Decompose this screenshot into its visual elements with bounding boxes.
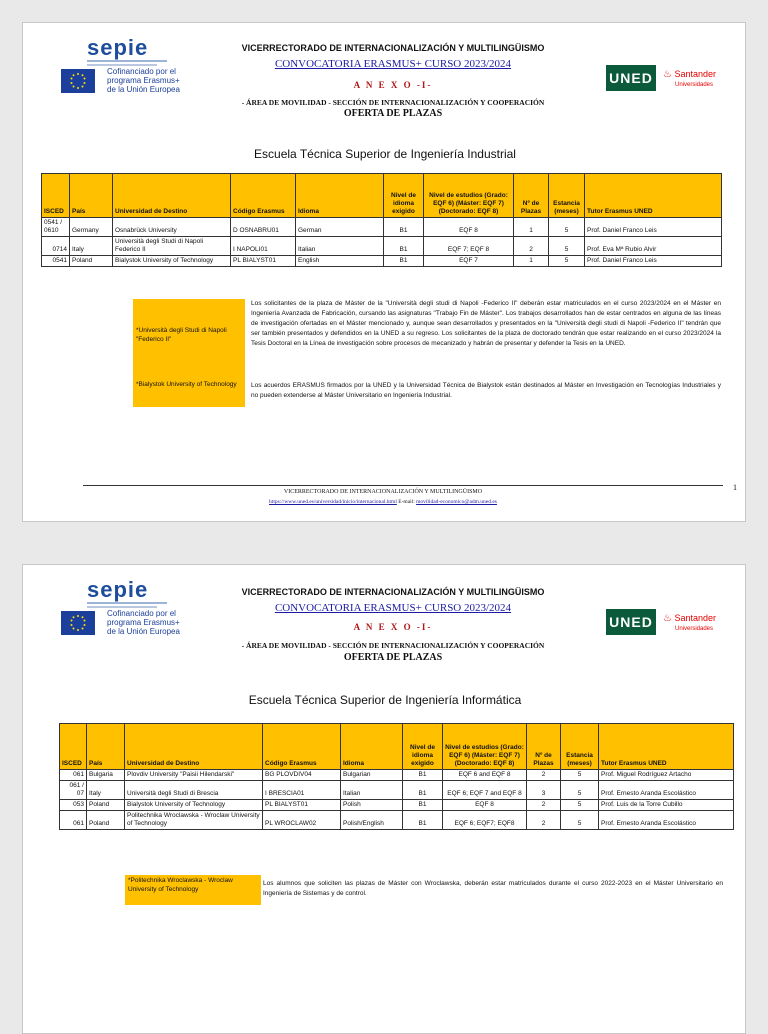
plazas-table [41, 173, 722, 267]
column-header: Nivel de idioma exigido [403, 724, 443, 770]
vicerrectorado-title: VICERRECTORADO DE INTERNACIONALIZACIÓN Y MULTILINGÜISMO [241, 587, 545, 597]
note-text-napoli: Los solicitantes de la plaza de Máster de la "Università degli studi di Napoli -Federico II" deberán estar matriculados en el curso 2023/2024 en el Máster en Ingeniería Avanzada de Fabricación, cursando las asignaturas "Trabajo Fin de Máster". Los trabajos desarrollados han de estar centrados en alguna de las líneas de investigación ofertadas en el Máster mencionado y, aunque sean desarrollados y presentados en la "Università degli studi di Napoli -Federico II" tendrán que ser también presentados y defendidos en la UNED a su regreso. Los solicitantes de la plaza de doctorado tendrán que estar realizando en el curso 2023/2024 la Tesis Doctoral en la Línea de investigación sobre procesos de mecanizado y habrán de presentar y defender la Tesis en la UNED. [251, 300, 721, 347]
cell-idioma: English [296, 256, 384, 267]
column-header: Universidad de Destino [125, 724, 263, 770]
cell-tutor: Prof. Luis de la Torre Cubillo [599, 800, 734, 811]
cell-pais: Poland [87, 800, 125, 811]
cell-estancia: 5 [561, 770, 599, 781]
sepie-logo [61, 577, 201, 647]
santander-wordmark: Santander [674, 69, 717, 79]
cell-estudios: EQF 7; EQF 8 [424, 237, 514, 256]
santander-flame-icon: ♨ [663, 69, 672, 80]
footer-url-link[interactable]: https://www.uned.es/universidad/inicio/internacional.html [269, 499, 397, 505]
santander-subtext: Universidades [675, 626, 714, 632]
santander-logo [663, 69, 716, 90]
eu-text-line: Cofinanciado por el [107, 609, 176, 618]
cell-plazas: 2 [514, 237, 549, 256]
cell-nivel: B1 [403, 770, 443, 781]
note-label-wroclaw: *Politechnika Wroclawska - Wroclaw University of Technology [125, 875, 261, 905]
cell-estancia: 5 [561, 781, 599, 800]
eu-text-line: Cofinanciado por el [107, 67, 176, 76]
sepie-subline [87, 606, 157, 608]
santander-wordmark: Santander [674, 613, 717, 623]
footer-contact [183, 499, 583, 505]
cell-plazas: 1 [514, 256, 549, 267]
cell-plazas: 2 [527, 811, 561, 830]
cell-tutor: Prof. Eva Mª Rubio Alvir [585, 237, 722, 256]
cell-nivel: B1 [384, 237, 424, 256]
column-header: Nº de Plazas [514, 174, 549, 218]
cell-codigo: PL WROCLAW02 [263, 811, 341, 830]
column-header: Nivel de idioma exigido [384, 174, 424, 218]
cell-codigo: PL BIALYST01 [231, 256, 296, 267]
column-header: Idioma [341, 724, 403, 770]
table-row [60, 770, 734, 781]
cell-plazas: 2 [527, 800, 561, 811]
cell-estudios: EQF 8 [443, 800, 527, 811]
cell-pais: Italy [87, 781, 125, 800]
cell-tutor: Prof. Daniel Franco Leis [585, 218, 722, 237]
column-header: Idioma [296, 174, 384, 218]
plazas-table [59, 723, 734, 830]
note-label-napoli: *Università degli Studi di Napoli "Federico II" [133, 299, 245, 397]
cell-codigo: I NAPOLI01 [231, 237, 296, 256]
cell-pais: Italy [70, 237, 113, 256]
cell-tutor: Prof. Miguel Rodríguez Artacho [599, 770, 734, 781]
eu-flag-icon [61, 611, 95, 635]
cell-nivel: B1 [403, 781, 443, 800]
cell-pais: Germany [70, 218, 113, 237]
cell-nivel: B1 [384, 218, 424, 237]
cell-isced: 0541 / 0610 [42, 218, 70, 237]
cell-idioma: Italian [341, 781, 403, 800]
santander-logo [663, 613, 716, 634]
school-title: Escuela Técnica Superior de Ingeniería Industrial [254, 147, 516, 161]
column-header: Tutor Erasmus UNED [585, 174, 722, 218]
uned-logo: UNED [606, 65, 656, 91]
cell-codigo: D OSNABRU01 [231, 218, 296, 237]
cell-nivel: B1 [384, 256, 424, 267]
cell-idioma: Bulgarian [341, 770, 403, 781]
table-row [42, 237, 722, 256]
sepie-subline [87, 64, 157, 66]
cell-plazas: 1 [514, 218, 549, 237]
column-header: ISCED [60, 724, 87, 770]
cell-isced: 061 [60, 770, 87, 781]
cell-idioma: Polish/English [341, 811, 403, 830]
table-header-row [60, 724, 734, 770]
cell-isced: 053 [60, 800, 87, 811]
document-page-2 [22, 564, 746, 1034]
cell-isced: 061 [60, 811, 87, 830]
cell-idioma: Italian [296, 237, 384, 256]
cell-estancia: 5 [561, 811, 599, 830]
footer-email-link[interactable]: movilidad-economico@adm.uned.es [416, 499, 497, 505]
school-title: Escuela Técnica Superior de Ingeniería Informática [248, 693, 522, 707]
cell-estudios: EQF 6 and EQF 8 [443, 770, 527, 781]
cell-isced: 061 / 07 [60, 781, 87, 800]
vicerrectorado-title: VICERRECTORADO DE INTERNACIONALIZACIÓN Y MULTILINGÜISMO [241, 43, 545, 53]
column-header: ISCED [42, 174, 70, 218]
cell-idioma: German [296, 218, 384, 237]
cell-universidad: Plovdiv University "Paisii Hilendarski" [125, 770, 263, 781]
santander-flame-icon: ♨ [663, 613, 672, 624]
cell-tutor: Prof. Ernesto Aranda Escolástico [599, 781, 734, 800]
cell-nivel: B1 [403, 811, 443, 830]
footer-title: VICERRECTORADO DE INTERNACIONALIZACIÓN Y MULTILINGÜISMO [283, 489, 483, 495]
column-header: Código Erasmus [231, 174, 296, 218]
table-header-row [42, 174, 722, 218]
note-text-wroclaw: Los alumnos que soliciten las plazas de Máster con Wroclawska, deberán estar matriculados durante el curso 2022-2023 en el Máster Universitario en Ingeniería de Sistemas y de control. [263, 880, 723, 897]
cell-universidad: Bialystok University of Technology [113, 256, 231, 267]
oferta-title: OFERTA DE PLAZAS [343, 652, 443, 663]
column-header: Código Erasmus [263, 724, 341, 770]
anexo-title: A N E X O -I- [353, 622, 433, 632]
cell-isced: 0541 [42, 256, 70, 267]
area-subtitle: - ÁREA DE MOVILIDAD - SECCIÓN DE INTERNACIONALIZACIÓN Y COOPERACIÓN [241, 641, 545, 650]
footer-divider [83, 485, 723, 486]
cell-estancia: 5 [549, 256, 585, 267]
table-row [60, 781, 734, 800]
cell-isced: 0714 [42, 237, 70, 256]
eu-text-line: programa Erasmus+ [107, 618, 180, 627]
cell-pais: Bulgaria [87, 770, 125, 781]
cell-universidad: Osnabrück University [113, 218, 231, 237]
eu-cofinance-text [107, 67, 180, 94]
cell-universidad: Politechnika Wroclawska - Wroclaw University of Technology [125, 811, 263, 830]
eu-cofinance-text [107, 609, 180, 636]
sepie-subline [87, 60, 167, 62]
column-header: Estancia (meses) [561, 724, 599, 770]
cell-nivel: B1 [403, 800, 443, 811]
cell-universidad: Bialystok University of Technology [125, 800, 263, 811]
column-header: País [87, 724, 125, 770]
sepie-logo [61, 35, 201, 105]
convocatoria-title[interactable]: CONVOCATORIA ERASMUS+ CURSO 2023/2024 [274, 602, 512, 614]
page-number: 1 [733, 483, 737, 492]
eu-text-line: de la Unión Europea [107, 85, 180, 94]
sepie-wordmark: sepie [87, 35, 149, 60]
table-row [42, 218, 722, 237]
eu-text-line: programa Erasmus+ [107, 76, 180, 85]
column-header: Universidad de Destino [113, 174, 231, 218]
cell-estudios: EQF 6; EQF 7 and EQF 8 [443, 781, 527, 800]
sepie-wordmark: sepie [87, 577, 149, 602]
cell-estudios: EQF 6; EQF7; EQF8 [443, 811, 527, 830]
uned-logo: UNED [606, 609, 656, 635]
cell-plazas: 2 [527, 770, 561, 781]
cell-estancia: 5 [549, 237, 585, 256]
table-row [60, 811, 734, 830]
column-header: Estancia (meses) [549, 174, 585, 218]
table-row [60, 800, 734, 811]
cell-estancia: 5 [549, 218, 585, 237]
cell-estudios: EQF 8 [424, 218, 514, 237]
cell-universidad: Università degli Studi di Brescia [125, 781, 263, 800]
oferta-title: OFERTA DE PLAZAS [343, 108, 443, 119]
cell-codigo: PL BIALYST01 [263, 800, 341, 811]
cell-codigo: BG PLOVDIV04 [263, 770, 341, 781]
cell-tutor: Prof. Ernesto Aranda Escolástico [599, 811, 734, 830]
footer-email-label: E-mail: [396, 499, 417, 505]
cell-plazas: 3 [527, 781, 561, 800]
santander-subtext: Universidades [675, 82, 714, 88]
column-header: Nivel de estudios (Grado: EQF 6) (Máster: EQF 7) (Doctorado: EQF 8) [424, 174, 514, 218]
eu-text-line: de la Unión Europea [107, 627, 180, 636]
cell-pais: Poland [87, 811, 125, 830]
column-header: Nivel de estudios (Grado: EQF 6) (Máster: EQF 7) (Doctorado: EQF 8) [443, 724, 527, 770]
cell-idioma: Polish [341, 800, 403, 811]
column-header: Nº de Plazas [527, 724, 561, 770]
column-header: Tutor Erasmus UNED [599, 724, 734, 770]
area-subtitle: - ÁREA DE MOVILIDAD - SECCIÓN DE INTERNACIONALIZACIÓN Y COOPERACIÓN [241, 98, 545, 107]
anexo-title: A N E X O -I- [353, 80, 433, 90]
note-label-bialystok: *Bialystok University of Technology [133, 379, 245, 407]
convocatoria-title[interactable]: CONVOCATORIA ERASMUS+ CURSO 2023/2024 [274, 58, 512, 70]
cell-estancia: 5 [561, 800, 599, 811]
cell-pais: Poland [70, 256, 113, 267]
cell-codigo: I BRESCIA01 [263, 781, 341, 800]
cell-estudios: EQF 7 [424, 256, 514, 267]
document-page-1 [22, 22, 746, 522]
eu-flag-icon [61, 69, 95, 93]
cell-tutor: Prof. Daniel Franco Leis [585, 256, 722, 267]
note-text-bialystok: Los acuerdos ERASMUS firmados por la UNED y la Universidad Técnica de Bialystok están destinados al Máster en Investigación en Tecnologías Industriales y no pueden extenderse al Máster Universitario en Ingeniería Industrial. [251, 382, 721, 399]
column-header: País [70, 174, 113, 218]
sepie-subline [87, 602, 167, 604]
table-row [42, 256, 722, 267]
cell-universidad: Università degli Studi di Napoli Federico II [113, 237, 231, 256]
